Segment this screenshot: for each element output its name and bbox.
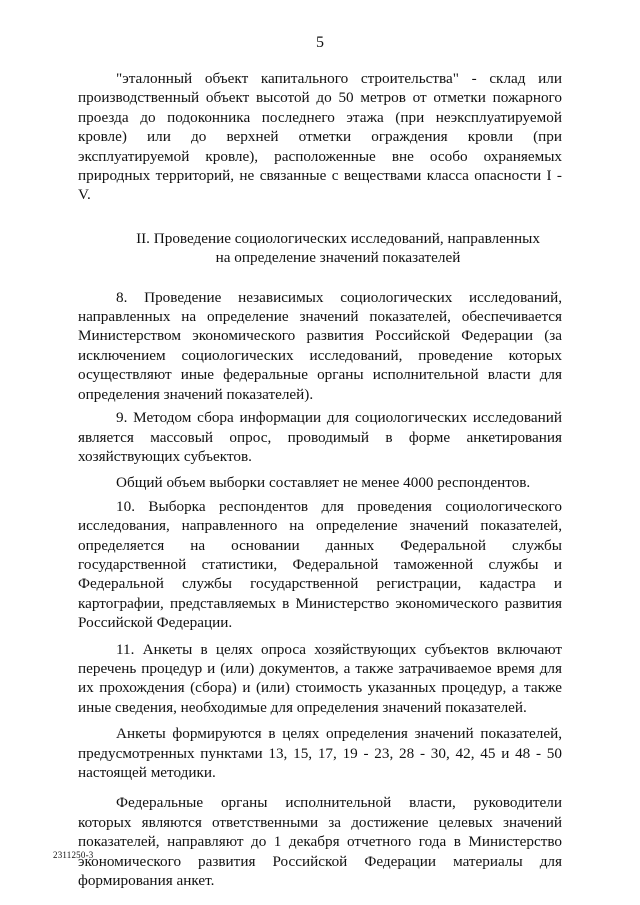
- paragraph-10: 10. Выборка респондентов для проведения социологического исследования, направленного на определение значений показателей, определяется на основании данных Федеральной службы государственной статистики, Федеральной таможенной службы и Федеральной службы государственной регистрации, кадастра и картографии, представляемых в Министерство экономического развития Российской Федерации.: [78, 497, 562, 632]
- document-code: 2311250-3: [53, 850, 94, 860]
- paragraph-definition: "эталонный объект капитального строительства" - склад или производственный объект высотой до 50 метров от отметки пожарного проезда до подоконника последнего этажа (при неэксплуатируемой кровле) или до верхней отметки ограждения кровли (при эксплуатируемой кровле), расположенные вне особо охраняемых природных территорий, не связанные с веществами класса опасности I - V.: [78, 70, 562, 204]
- section-heading-line-2: на определение значений показателей: [215, 249, 461, 267]
- paragraph-8: 8. Проведение независимых социологических исследований, направленных на определение значений показателей, обеспечивается Министерством экономического развития Российской Федерации (за исключением социологических исследований, проведение которых осуществляют иные федеральные органы исполнительной власти для определения значений показателей).: [78, 288, 562, 403]
- section-heading: [78, 229, 562, 268]
- page-number: 5: [316, 34, 324, 51]
- document-body: [78, 69, 562, 890]
- paragraph-11-forms: Анкеты формируются в целях определения значений показателей, предусмотренных пунктами 13, 15, 17, 19 - 23, 28 - 30, 42, 45 и 48 - 50 настоящей методики.: [78, 725, 562, 781]
- paragraph-9: 9. Методом сбора информации для социологических исследований является массовый опрос, проводимый в форме анкетирования хозяйствующих субъектов.: [78, 409, 562, 465]
- paragraph-11: 11. Анкеты в целях опроса хозяйствующих субъектов включают перечень процедур и (или) документов, а также затрачиваемое время для их прохождения (сбора) и (или) стоимость указанных процедур, а также иные сведения, необходимые для определения значений показателей.: [78, 640, 562, 716]
- paragraph-11-federal-bodies: Федеральные органы исполнительной власти, руководители которых являются ответственными за достижение целевых значений показателей, направляют до 1 декабря отчетного года в Министерство экономического развития Российской Федерации материалы для формирования анкет.: [78, 794, 562, 890]
- paragraph-9-sample-size: Общий объем выборки составляет не менее 4000 респондентов.: [116, 474, 531, 492]
- section-heading-line-1: II. Проведение социологических исследований, направленных: [136, 229, 540, 247]
